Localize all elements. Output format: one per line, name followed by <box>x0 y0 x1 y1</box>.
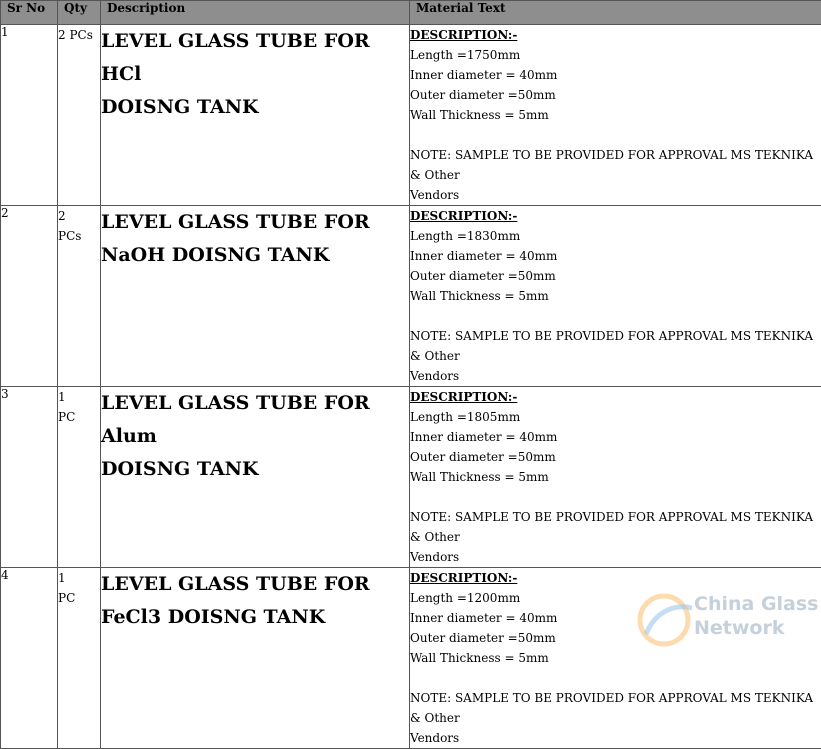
inner-diameter-spec: Inner diameter = 40mm <box>410 246 821 266</box>
qty-unit: PCs <box>58 226 100 246</box>
inner-diameter-spec: Inner diameter = 40mm <box>410 608 821 628</box>
note-text: NOTE: SAMPLE TO BE PROVIDED FOR APPROVAL MS TEKNIKA & Other <box>410 145 821 185</box>
table-row <box>1 387 821 568</box>
description-line: DOISNG TANK <box>101 91 409 124</box>
material-description-heading: DESCRIPTION:- <box>410 568 821 588</box>
wall-thickness-spec: Wall Thickness = 5mm <box>410 467 821 487</box>
qty-cell <box>58 206 101 387</box>
description-line: LEVEL GLASS TUBE FOR <box>101 206 409 239</box>
qty-cell <box>58 387 101 568</box>
description-line: LEVEL GLASS TUBE FOR HCl <box>101 25 409 91</box>
note-text: NOTE: SAMPLE TO BE PROVIDED FOR APPROVAL MS TEKNIKA & Other <box>410 688 821 728</box>
outer-diameter-spec: Outer diameter =50mm <box>410 447 821 467</box>
description-cell <box>101 206 410 387</box>
watermark-line-1: China Glass <box>694 592 819 616</box>
qty-unit: PC <box>58 588 100 608</box>
qty-cell <box>58 568 101 749</box>
description-line: NaOH DOISNG TANK <box>101 239 409 272</box>
table-row <box>1 206 821 387</box>
table-row <box>1 568 821 749</box>
sr-no-cell: 4 <box>1 568 58 749</box>
header-qty: Qty <box>58 1 101 25</box>
qty-cell <box>58 25 101 206</box>
length-spec: Length =1750mm <box>410 45 821 65</box>
qty-unit: PC <box>58 407 100 427</box>
description-line: LEVEL GLASS TUBE FOR Alum <box>101 387 409 453</box>
outer-diameter-spec: Outer diameter =50mm <box>410 628 821 648</box>
material-text-cell <box>410 387 821 568</box>
note-text-continued: Vendors <box>410 366 821 386</box>
material-text-cell <box>410 568 821 749</box>
table-header-row <box>1 1 821 25</box>
description-cell <box>101 25 410 206</box>
qty-text: 1 <box>58 568 100 588</box>
outer-diameter-spec: Outer diameter =50mm <box>410 85 821 105</box>
qty-text: 1 <box>58 387 100 407</box>
note-text-continued: Vendors <box>410 185 821 205</box>
note-text: NOTE: SAMPLE TO BE PROVIDED FOR APPROVAL MS TEKNIKA & Other <box>410 326 821 366</box>
description-cell <box>101 387 410 568</box>
header-description: Description <box>101 1 410 25</box>
material-text-cell <box>410 25 821 206</box>
qty-text: 2 PCs <box>58 25 100 45</box>
note-text-continued: Vendors <box>410 547 821 567</box>
table-row <box>1 25 821 206</box>
description-line: LEVEL GLASS TUBE FOR <box>101 568 409 601</box>
qty-text: 2 <box>58 206 100 226</box>
header-material-text: Material Text <box>410 1 821 25</box>
length-spec: Length =1805mm <box>410 407 821 427</box>
wall-thickness-spec: Wall Thickness = 5mm <box>410 105 821 125</box>
sr-no-cell: 2 <box>1 206 58 387</box>
note-text: NOTE: SAMPLE TO BE PROVIDED FOR APPROVAL MS TEKNIKA & Other <box>410 507 821 547</box>
watermark-line-2: Network <box>694 616 819 640</box>
material-description-heading: DESCRIPTION:- <box>410 206 821 226</box>
material-text-cell <box>410 206 821 387</box>
inner-diameter-spec: Inner diameter = 40mm <box>410 65 821 85</box>
header-sr-no: Sr No <box>1 1 58 25</box>
sr-no-cell: 3 <box>1 387 58 568</box>
outer-diameter-spec: Outer diameter =50mm <box>410 266 821 286</box>
length-spec: Length =1830mm <box>410 226 821 246</box>
sr-no-cell: 1 <box>1 25 58 206</box>
description-line: FeCl3 DOISNG TANK <box>101 601 409 634</box>
description-cell <box>101 568 410 749</box>
wall-thickness-spec: Wall Thickness = 5mm <box>410 286 821 306</box>
note-text-continued: Vendors <box>410 728 821 748</box>
description-line: DOISNG TANK <box>101 453 409 486</box>
wall-thickness-spec: Wall Thickness = 5mm <box>410 648 821 668</box>
length-spec: Length =1200mm <box>410 588 821 608</box>
material-description-heading: DESCRIPTION:- <box>410 387 821 407</box>
material-description-heading: DESCRIPTION:- <box>410 25 821 45</box>
inner-diameter-spec: Inner diameter = 40mm <box>410 427 821 447</box>
